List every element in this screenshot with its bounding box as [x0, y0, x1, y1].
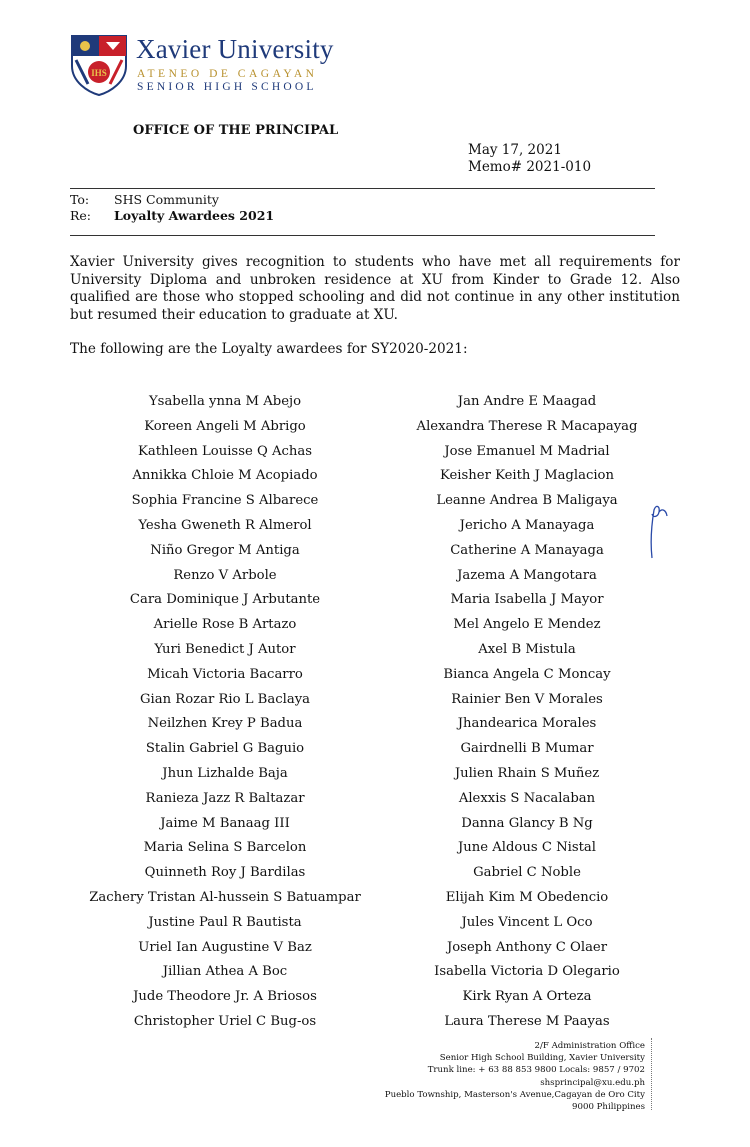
awardee-name: Danna Glancy B Ng	[461, 815, 593, 831]
awardees-left-column	[80, 390, 370, 1035]
awardee-name: Maria Isabella J Mayor	[450, 592, 604, 608]
awardee-name: Gian Rozar Rio L Baclaya	[139, 691, 311, 707]
awardee-name: Koreen Angeli M Abrigo	[144, 418, 306, 434]
footer-line-1: 2/F Administration Office	[534, 1041, 645, 1051]
divider-bottom	[70, 235, 655, 236]
awardee-name: Leanne Andrea B Maligaya	[436, 493, 618, 509]
awardee-name: Jude Theodore Jr. A Briosos	[133, 989, 317, 1005]
awardee-name: Neilzhen Krey P Badua	[147, 716, 303, 732]
signature-initial-icon	[640, 500, 670, 562]
awardee-name: Isabella Victoria D Olegario	[434, 964, 620, 980]
awardee-name: Jules Vincent L Oco	[461, 914, 593, 930]
divider-top	[70, 188, 655, 189]
university-seal-icon	[70, 34, 128, 96]
awardee-name: Micah Victoria Bacarro	[147, 666, 303, 682]
awardee-name: Catherine A Manayaga	[450, 542, 604, 558]
footer-email: shsprincipal@xu.edu.ph	[540, 1077, 645, 1088]
awardee-name: Gabriel C Noble	[473, 865, 581, 881]
footer-line-6: 9000 Philippines	[572, 1102, 645, 1113]
awardee-name: June Aldous C Nistal	[457, 840, 597, 856]
re-value: Loyalty Awardees 2021	[114, 208, 275, 223]
awardee-name: Rainier Ben V Morales	[451, 691, 603, 707]
awardee-name: Justine Paul R Bautista	[148, 914, 302, 930]
awardee-name: Jose Emanuel M Madrial	[444, 443, 610, 459]
office-title: OFFICE OF THE PRINCIPAL	[133, 123, 339, 138]
awardee-name: Sophia Francine S Albarece	[131, 493, 319, 509]
svg-text:IHS: IHS	[91, 68, 107, 78]
awardee-name: Keisher Keith J Maglacion	[440, 468, 614, 484]
awardee-name: Ranieza Jazz R Baltazar	[145, 790, 305, 806]
awardee-name: Maria Selina S Barcelon	[143, 840, 307, 856]
school-name: SENIOR HIGH SCHOOL	[137, 81, 317, 93]
awardee-name: Elijah Kim M Obedencio	[445, 889, 609, 905]
to-label: To:	[70, 192, 90, 207]
re-label: Re:	[70, 208, 92, 223]
awardee-name: Ysabella ynna M Abejo	[148, 394, 302, 409]
awardee-name: Jaime M Banaag III	[160, 815, 290, 831]
awardee-name: Laura Therese M Paayas	[444, 1013, 610, 1029]
awardee-name: Arielle Rose B Artazo	[153, 617, 297, 633]
memo-date: May 17, 2021	[468, 142, 562, 158]
footer-line-5: Pueblo Township, Masterson's Avenue,Cagayan de Oro City	[384, 1089, 645, 1100]
re-line	[70, 208, 274, 223]
awardee-name: Niño Gregor M Antiga	[150, 542, 300, 558]
university-subtitle: ATENEO DE CAGAYAN	[137, 68, 318, 80]
awardee-name: Yuri Benedict J Autor	[154, 641, 296, 657]
awardee-name: Joseph Anthony C Olaer	[446, 939, 608, 955]
memo-number: Memo# 2021-010	[468, 159, 592, 175]
awardee-name: Kathleen Louisse Q Achas	[138, 443, 312, 459]
awardee-name: Gairdnelli B Mumar	[460, 741, 594, 757]
awardee-name: Alexxis S Nacalaban	[458, 790, 596, 806]
awardee-name: Jhun Lizhalde Baja	[162, 765, 288, 781]
awardee-name: Zachery Tristan Al-hussein S Batuampar	[89, 889, 361, 905]
awardee-name: Annikka Chloie M Acopiado	[132, 468, 318, 484]
to-line	[70, 192, 219, 207]
awardee-name: Jillian Athea A Boc	[162, 964, 288, 980]
awardee-name: Axel B Mistula	[478, 641, 576, 657]
awardee-name: Kirk Ryan A Orteza	[462, 989, 592, 1005]
awardee-name: Renzo V Arbole	[173, 567, 277, 583]
letterhead	[70, 34, 340, 96]
memo-date-block	[468, 142, 591, 176]
to-value: SHS Community	[114, 192, 219, 207]
awardee-name: Bianca Angela C Moncay	[443, 666, 611, 682]
awardee-name: Jericho A Manayaga	[459, 517, 595, 533]
awardee-name: Cara Dominique J Arbutante	[129, 592, 321, 608]
awardee-name: Yesha Gweneth R Almerol	[138, 517, 312, 533]
awardee-name: Alexandra Therese R Macapayag	[416, 418, 638, 434]
awardee-name: Quinneth Roy J Bardilas	[144, 865, 306, 881]
awardees-intro: The following are the Loyalty awardees for SY2020-2021:	[70, 341, 468, 357]
awardee-name: Christopher Uriel C Bug-os	[133, 1013, 317, 1029]
footer-line-3: Trunk line: + 63 88 853 9800 Locals: 9857 / 9702	[427, 1065, 645, 1076]
footer-divider	[651, 1038, 652, 1110]
university-name: Xavier University	[136, 34, 334, 64]
awardee-name: Julien Rhain S Muñez	[454, 765, 600, 781]
awardee-name: Mel Angelo E Mendez	[453, 617, 601, 633]
awardee-name: Jhandearica Morales	[457, 716, 597, 732]
awardee-name: Jan Andre E Maagad	[457, 394, 597, 409]
footer-address	[385, 1040, 645, 1113]
awardee-name: Stalin Gabriel G Baguio	[145, 741, 305, 757]
awardee-name: Uriel Ian Augustine V Baz	[138, 939, 312, 955]
awardee-name: Jazema A Mangotara	[457, 567, 597, 583]
memo-paragraph: Xavier University gives recognition to students who have met all requirements for University Diploma and unbroken residence at XU from Kinder to Grade 12. Also qualified are those who stopped schooling and did not continue in any other institution but resumed their education to graduate at XU.	[70, 254, 680, 323]
awardees-right-column	[382, 390, 672, 1035]
footer-line-2: Senior High School Building, Xavier University	[439, 1053, 645, 1064]
